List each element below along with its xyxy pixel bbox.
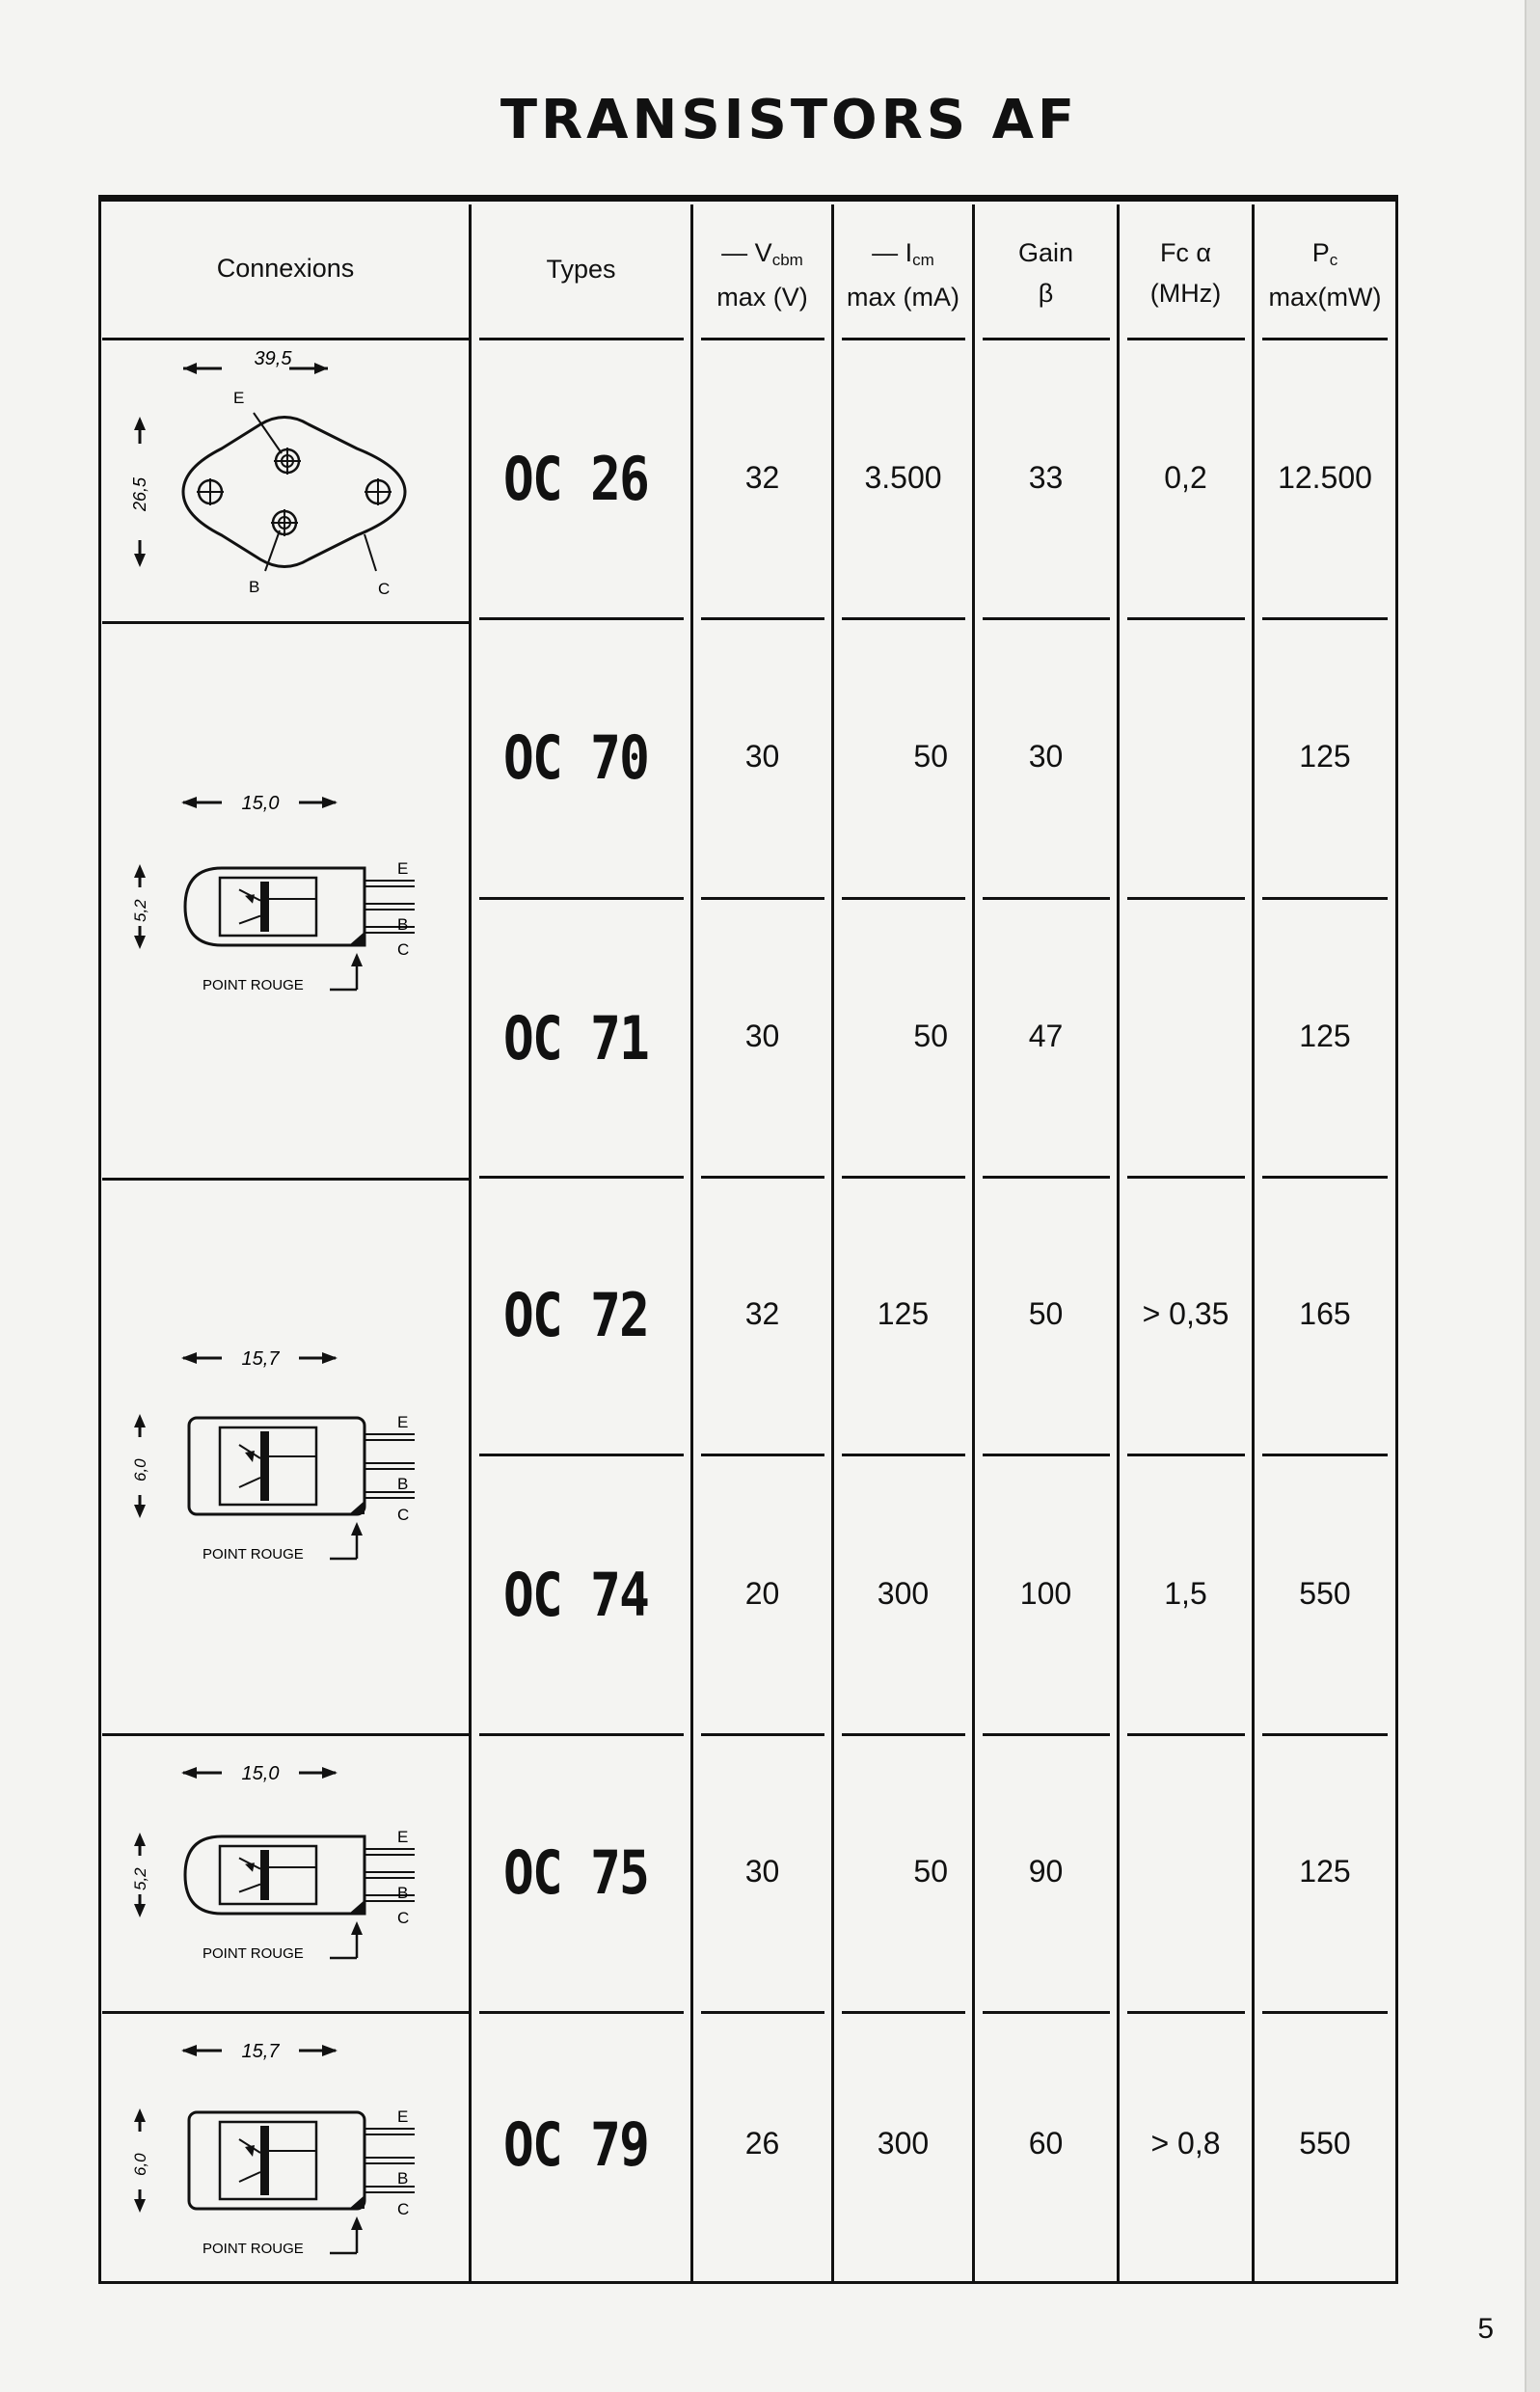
- pc-oc74: 550: [1299, 1576, 1351, 1611]
- header-rule: [479, 338, 684, 340]
- gain-oc72: 50: [1028, 1296, 1064, 1331]
- vcbm-oc74: 20: [744, 1576, 780, 1611]
- icm-oc72: 125: [877, 1296, 930, 1331]
- pc-oc72: 165: [1299, 1296, 1351, 1331]
- row-rule: [842, 1176, 965, 1179]
- type-oc75: OC 75: [503, 1837, 649, 1908]
- header-connexions: Connexions: [216, 254, 355, 283]
- row-rule: [1127, 897, 1245, 900]
- oc79-height-label: 6,0: [131, 2153, 149, 2176]
- row-rule: [983, 1733, 1110, 1736]
- oc75-pinout-diagram: [125, 1748, 453, 2008]
- row-rule: [1262, 2011, 1388, 2014]
- header-rule: [701, 338, 824, 340]
- oc75-pin-b-label: B: [397, 1884, 409, 1902]
- page-number: 5: [1477, 2313, 1494, 2345]
- header-pc-prefix: P: [1311, 238, 1330, 267]
- type-oc70: OC 70: [503, 722, 649, 793]
- oc75-marker-label: POINT ROUGE: [203, 1945, 304, 1962]
- row-rule: [701, 1454, 824, 1456]
- header-types: Types: [546, 255, 616, 284]
- oc26-pin-c-label: C: [378, 580, 391, 598]
- row-rule: [842, 2011, 965, 2014]
- type-oc72: OC 72: [503, 1280, 649, 1350]
- connexion-rule: [102, 1733, 469, 1736]
- column-divider: [972, 204, 975, 2282]
- header-vcbm-unit: max (V): [716, 283, 808, 312]
- gain-oc79: 60: [1028, 2126, 1064, 2161]
- oc72-74-width-label: 15,7: [241, 1348, 280, 1370]
- header-vcbm: [693, 232, 831, 317]
- row-rule: [1262, 1733, 1388, 1736]
- row-rule: [701, 2011, 824, 2014]
- oc75-height-label: 5,2: [131, 1867, 149, 1890]
- header-rule: [842, 338, 965, 340]
- oc72-74-pin-e-label: E: [397, 1413, 409, 1431]
- pc-oc71: 125: [1299, 1019, 1351, 1053]
- row-rule: [701, 617, 824, 620]
- header-rule: [983, 338, 1110, 340]
- gain-oc74: 100: [1019, 1576, 1072, 1611]
- gain-oc75: 90: [1028, 1854, 1064, 1889]
- header-fc-label: Fc α: [1159, 238, 1212, 267]
- fc-oc26: 0,2: [1164, 460, 1207, 495]
- row-rule: [701, 1733, 824, 1736]
- gain-oc26: 33: [1028, 460, 1064, 495]
- header-gain: [975, 232, 1117, 313]
- vcbm-oc79: 26: [744, 2126, 780, 2161]
- vcbm-oc71: 30: [744, 1019, 780, 1053]
- row-rule: [479, 1733, 684, 1736]
- icm-oc74: 300: [877, 1576, 930, 1611]
- icm-oc70: 50: [913, 739, 948, 774]
- row-rule: [1262, 897, 1388, 900]
- header-icm-sub: cm: [912, 251, 934, 269]
- type-oc26: OC 26: [503, 444, 649, 514]
- header-pc-unit: max(mW): [1268, 283, 1382, 312]
- header-rule: [102, 338, 469, 340]
- connexion-rule: [102, 621, 469, 624]
- row-rule: [983, 617, 1110, 620]
- oc75-pin-c-label: C: [397, 1909, 410, 1927]
- oc72-74-marker-label: POINT ROUGE: [203, 1546, 304, 1563]
- header-vcbm-sub: cbm: [771, 251, 803, 269]
- icm-oc75: 50: [913, 1854, 948, 1889]
- oc79-pinout-diagram: [125, 2025, 453, 2286]
- icm-oc26: 3.500: [864, 460, 942, 495]
- row-rule: [1127, 2011, 1245, 2014]
- page-title: TRANSISTORS AF: [500, 89, 1079, 151]
- column-divider: [1117, 204, 1120, 2282]
- row-rule: [983, 1176, 1110, 1179]
- row-rule: [983, 897, 1110, 900]
- row-rule: [983, 2011, 1110, 2014]
- row-rule: [842, 1733, 965, 1736]
- row-rule: [701, 1176, 824, 1179]
- icm-oc79: 300: [877, 2126, 930, 2161]
- oc70-oc71-pinout-diagram: [125, 772, 453, 1032]
- header-pc: [1255, 232, 1395, 317]
- vcbm-oc70: 30: [744, 739, 780, 774]
- header-pc-sub: c: [1329, 251, 1338, 269]
- oc72-74-pin-b-label: B: [397, 1475, 409, 1493]
- header-gain-label: Gain: [1017, 238, 1074, 267]
- row-rule: [479, 2011, 684, 2014]
- oc70-71-pin-e-label: E: [397, 859, 409, 878]
- fc-oc79: > 0,8: [1150, 2126, 1221, 2161]
- oc72-oc74-pinout-diagram: [125, 1341, 453, 1601]
- pc-oc79: 550: [1299, 2126, 1351, 2161]
- oc26-pin-e-label: E: [233, 389, 245, 407]
- oc79-pin-b-label: B: [397, 2169, 409, 2188]
- type-oc71: OC 71: [503, 1003, 649, 1074]
- icm-oc71: 50: [913, 1019, 948, 1053]
- pc-oc70: 125: [1299, 739, 1351, 774]
- header-fc-unit: (MHz): [1149, 279, 1222, 308]
- column-divider: [1252, 204, 1255, 2282]
- row-rule: [1262, 1454, 1388, 1456]
- header-gain-symbol: β: [1038, 279, 1054, 308]
- header-icm-prefix: — I: [872, 238, 913, 267]
- header-fc: [1120, 232, 1252, 313]
- header-rule: [1127, 338, 1245, 340]
- pc-oc75: 125: [1299, 1854, 1351, 1889]
- row-rule: [1127, 1176, 1245, 1179]
- row-rule: [1127, 1454, 1245, 1456]
- row-rule: [479, 897, 684, 900]
- oc70-71-marker-label: POINT ROUGE: [203, 977, 304, 993]
- row-rule: [1262, 617, 1388, 620]
- pc-oc26: 12.500: [1278, 460, 1372, 495]
- header-icm: [834, 232, 972, 317]
- column-divider: [690, 204, 693, 2282]
- oc70-71-height-label: 5,2: [131, 899, 149, 922]
- oc79-pin-e-label: E: [397, 2107, 409, 2126]
- page-edge: [1525, 0, 1540, 2392]
- oc79-marker-label: POINT ROUGE: [203, 2241, 304, 2257]
- row-rule: [1262, 1176, 1388, 1179]
- header-icm-unit: max (mA): [847, 283, 959, 312]
- fc-oc72: > 0,35: [1142, 1296, 1229, 1331]
- row-rule: [983, 1454, 1110, 1456]
- vcbm-oc72: 32: [744, 1296, 780, 1331]
- row-rule: [479, 617, 684, 620]
- row-rule: [842, 1454, 965, 1456]
- column-divider: [831, 204, 834, 2282]
- column-divider: [469, 204, 472, 2282]
- row-rule: [842, 897, 965, 900]
- vcbm-oc75: 30: [744, 1854, 780, 1889]
- oc72-74-height-label: 6,0: [131, 1458, 149, 1481]
- oc70-71-pin-c-label: C: [397, 940, 410, 959]
- fc-oc74: 1,5: [1164, 1576, 1207, 1611]
- type-oc79: OC 79: [503, 2109, 649, 2180]
- oc26-height-label: 26,5: [130, 476, 149, 511]
- header-vcbm-prefix: — V: [721, 238, 772, 267]
- oc70-71-width-label: 15,0: [241, 793, 280, 814]
- oc75-width-label: 15,0: [241, 1763, 280, 1784]
- oc79-width-label: 15,7: [241, 2041, 280, 2062]
- gain-oc70: 30: [1028, 739, 1064, 774]
- row-rule: [479, 1176, 684, 1179]
- oc75-pin-e-label: E: [397, 1828, 409, 1846]
- oc26-pinout-diagram: [125, 347, 453, 608]
- row-rule: [1127, 1733, 1245, 1736]
- oc26-pin-b-label: B: [249, 578, 260, 596]
- vcbm-oc26: 32: [744, 460, 780, 495]
- oc79-pin-c-label: C: [397, 2200, 410, 2218]
- row-rule: [701, 897, 824, 900]
- type-oc74: OC 74: [503, 1560, 649, 1630]
- header-rule: [1262, 338, 1388, 340]
- row-rule: [1127, 617, 1245, 620]
- row-rule: [842, 617, 965, 620]
- oc72-74-pin-c-label: C: [397, 1506, 410, 1524]
- connexion-rule: [102, 1178, 469, 1181]
- row-rule: [479, 1454, 684, 1456]
- oc26-width-label: 39,5: [254, 348, 292, 369]
- oc70-71-pin-b-label: B: [397, 915, 409, 934]
- gain-oc71: 47: [1028, 1019, 1064, 1053]
- connexion-rule: [102, 2011, 469, 2014]
